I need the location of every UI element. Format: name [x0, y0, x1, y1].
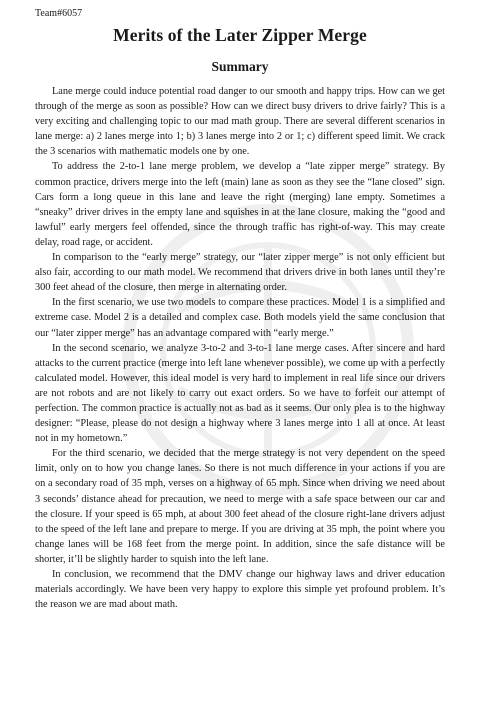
- summary-paragraph: In conclusion, we recommend that the DMV change our highway laws and driver education materials accordingly. We have been very happy to explore this simple yet profound problem. It’s the reason we are mad about math.: [35, 569, 445, 611]
- summary-paragraph: In the first scenario, we use two models to compare these practices. Model 1 is a simplified and extreme case. Model 2 is a detailed and complex case. Both models yield the same conclusion that our “later zipper merge” has an advantage compared with “early merge.”: [35, 297, 445, 339]
- team-label: Team#6057: [35, 8, 83, 19]
- summary-paragraph: For the third scenario, we decided that the merge strategy is not very dependent on the speed limit, only on to how you change lanes. So there is not much difference in your actions if you are on a secondary road of 35 mph, verses on a highway of 65 mph. Since when driving we need about 3 seconds’ distance ahead for precaution, we need to merge with a safe space between our car and the closure. If your speed is 65 mph, at about 300 feet ahead of the closure right-lane drivers adjust to the speed of the left lane and prepare to merge. If you are driving at 35 mph, the point where you change lanes will be 168 feet from the merge point. In addition, since the safe distance will be shorter, it’ll be slightly harder to squish into the left lane.: [35, 448, 445, 565]
- summary-paragraph: Lane merge could induce potential road danger to our smooth and happy trips. How can we get through of the merge as soon as possible? How can we direct busy drivers to drive fairly? This is a very exciting and challenging topic to our mad math group. There are several different scenarios in lane merge: a) 2 lanes merge into 1; b) 3 lanes merge into 2 or 1; c) different speed limit. We crack the 3 scenarios with mathematic models one by one.: [35, 86, 445, 158]
- summary-paragraph: In the second scenario, we analyze 3-to-2 and 3-to-1 lane merge cases. After sincere and hard attacks to the current practice (merge into left lane whenever possible), we come up with a perfectly calculated model. However, this ideal model is very hard to implement in real life since our drivers are not robots and are not likely to carry out exact orders. So we have to forfeit our attempt of perfection. The common practice is actually not as bad as it seems. Our only plea is to the highway designer: “Please, please do not design a highway where 3 lanes merge into 1 all at once. At least not in my hometown.”: [35, 342, 445, 445]
- summary-heading: Summary: [211, 59, 269, 74]
- page-title: Merits of the Later Zipper Merge: [113, 25, 367, 45]
- summary-paragraph: In comparison to the “early merge” strategy, our “later zipper merge” is not only efficient but also fair, according to our math model. We recommend that drivers drive in both lanes until they’re 300 feet ahead of the closure, then merge in alternating order.: [35, 252, 445, 294]
- summary-paragraph: To address the 2-to-1 lane merge problem, we develop a “late zipper merge” strategy. By common practice, drivers merge into the left (main) lane as soon as they see the “lane closed” sign. Cars form a long queue in this lane and leave the right (merging) lane empty. Sometimes a “sneaky” driver drives in the empty lane and squishes in at the lane closure, making the “good and lawful” early mergers feel offended, since the through traffic has right-of-way. This may create delay, road rage, or accident.: [35, 161, 445, 248]
